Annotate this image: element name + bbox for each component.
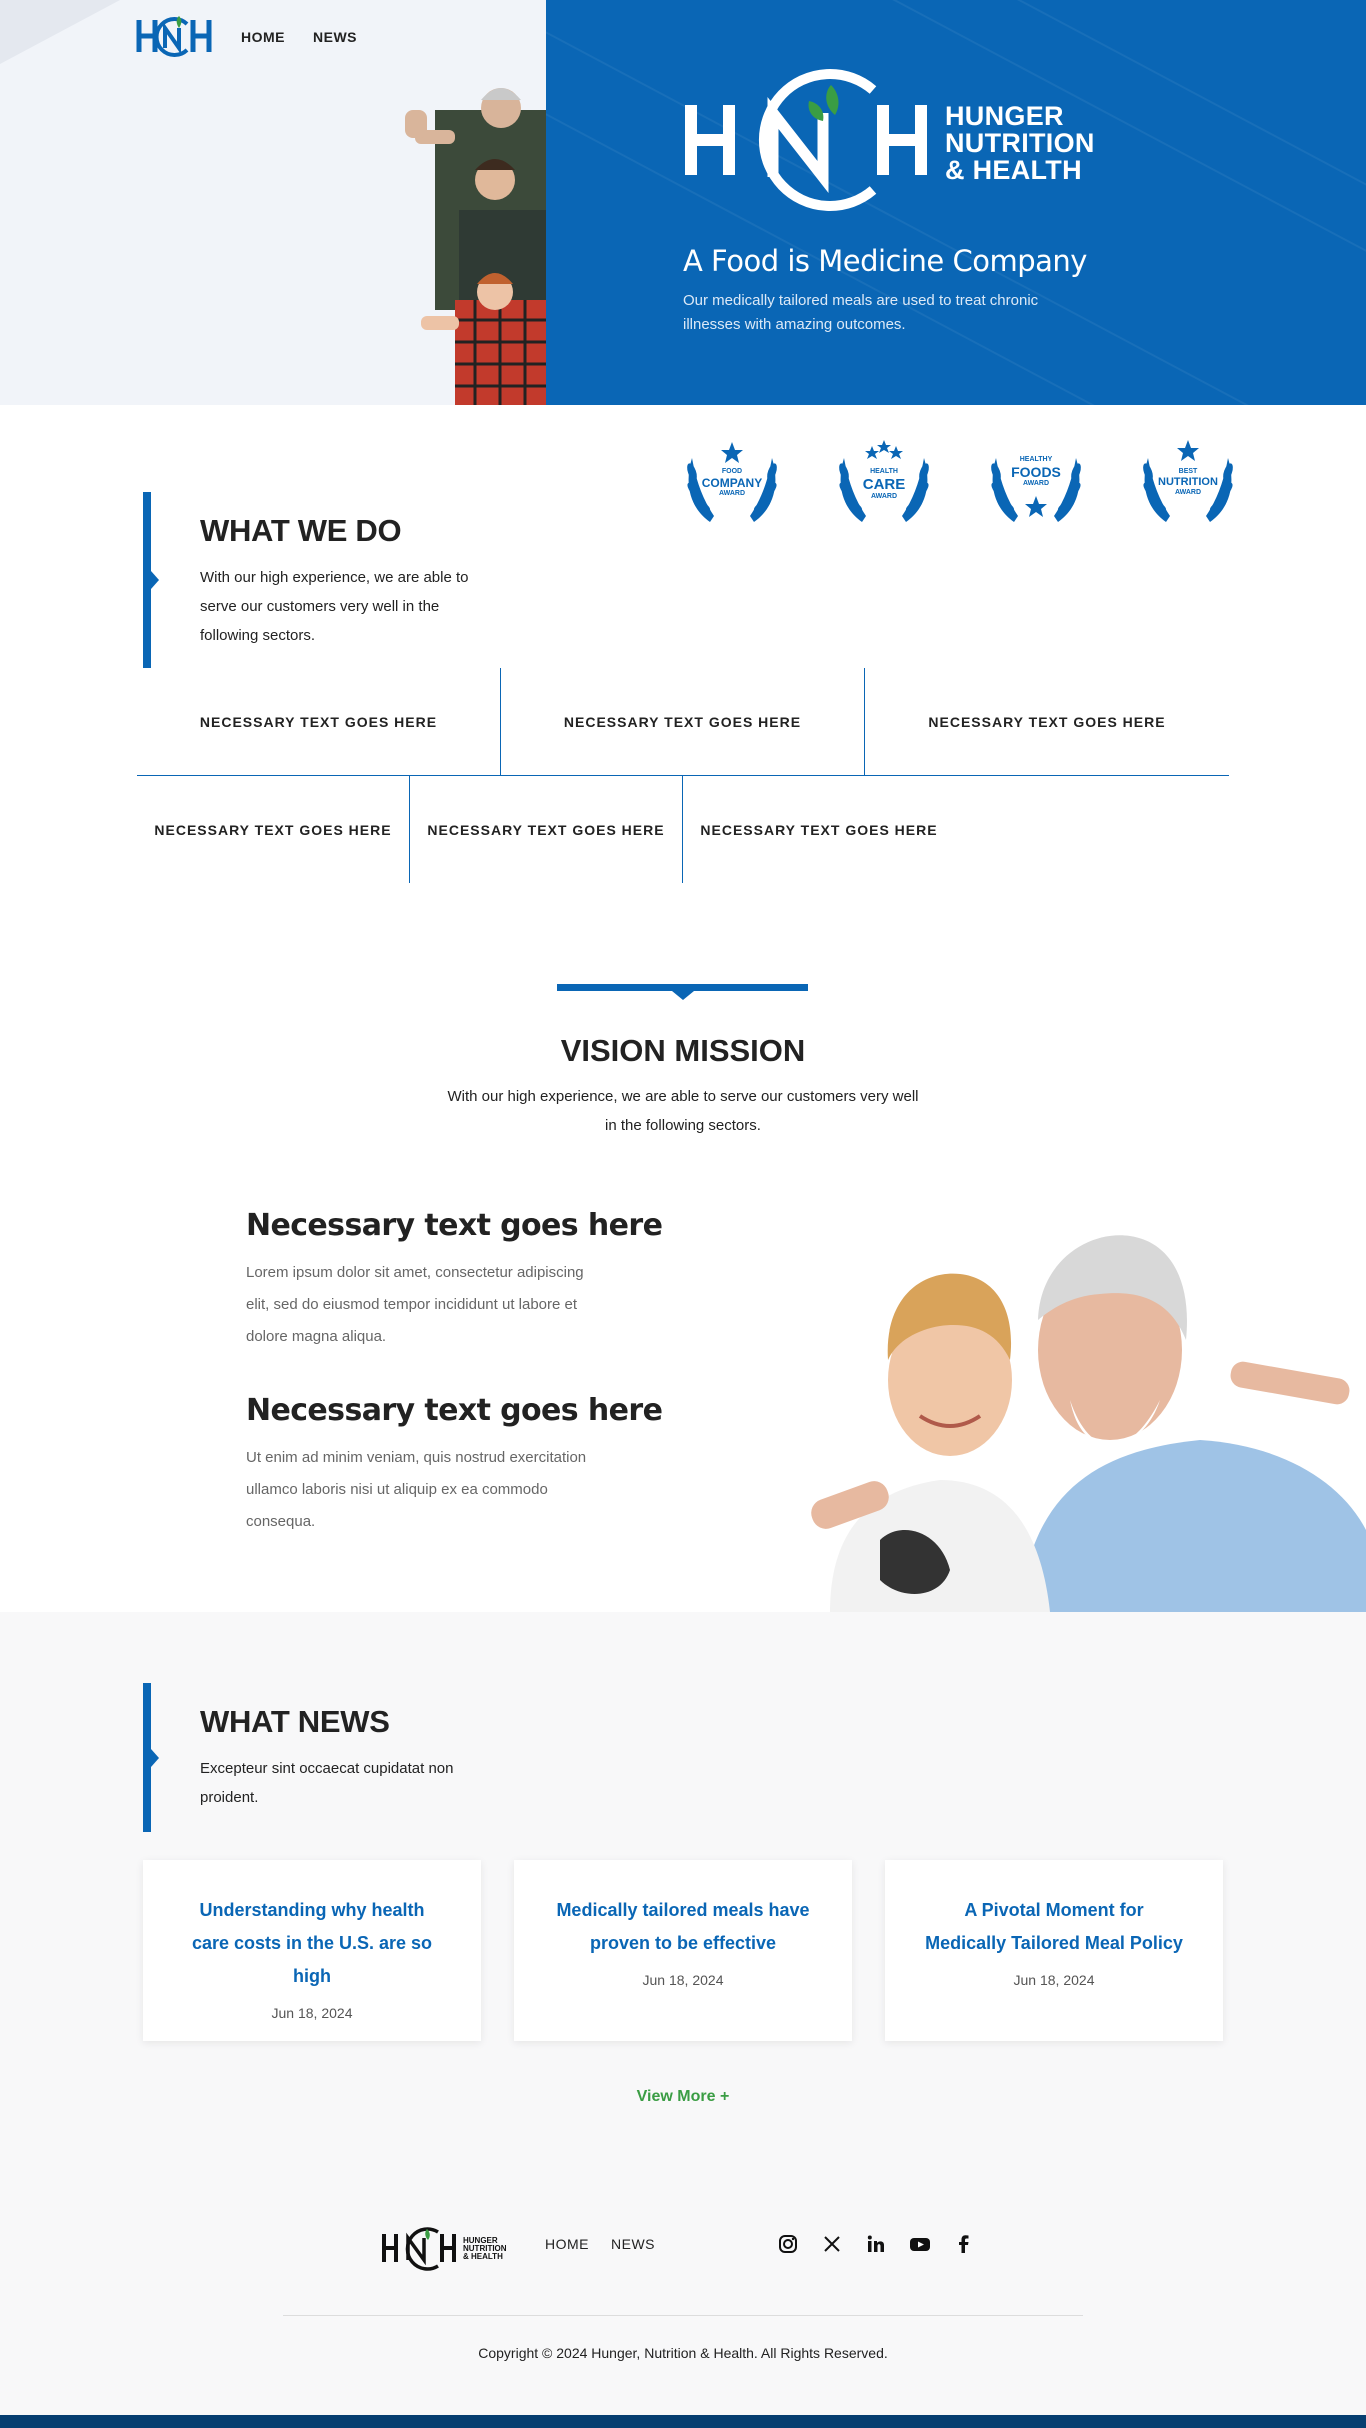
award-bottom-text: AWARD	[870, 493, 898, 500]
hero-family-photo	[395, 70, 546, 405]
footer-brand-line-2: NUTRITION	[463, 2244, 507, 2253]
hero-section	[0, 0, 1366, 405]
mission-block-body: Ut enim ad minim veniam, quis nostrud exercitation ullamco laboris nisi ut aliquip ex ea commodo consequa.	[246, 1449, 587, 1530]
vision-block-body: Lorem ipsum dolor sit amet, consectetur adipiscing elit, sed do eiusmod tempor incididunt ut labore et dolore magna aliqua.	[246, 1264, 584, 1345]
mission-block-heading: Necessary text goes here	[246, 1393, 663, 1428]
news-card-title[interactable]: Medically tailored meals have proven to be effective	[556, 1900, 810, 1953]
facebook-icon[interactable]	[952, 2232, 976, 2256]
footer-logo[interactable]	[380, 2222, 520, 2274]
footer-brand-line-3: & HEALTH	[463, 2252, 503, 2261]
sector-item: NECESSARY TEXT GOES HERE	[928, 713, 1166, 730]
award-main-text: COMPANY	[701, 476, 763, 490]
award-main-text: CARE	[862, 476, 906, 493]
news-card-date: Jun 18, 2024	[642, 1972, 724, 1988]
news-title: WHAT NEWS	[200, 1704, 390, 1739]
what-we-do-description: With our high experience, we are able to serve our customers very well in the following sectors.	[200, 569, 469, 644]
social-links	[776, 2232, 976, 2256]
nav-home-link[interactable]: HOME	[241, 29, 285, 45]
sector-item: NECESSARY TEXT GOES HERE	[427, 821, 665, 838]
vision-mission-description: With our high experience, we are able to serve our customers very well in the following sectors.	[447, 1088, 919, 1134]
brand-line-3: & HEALTH	[945, 155, 1082, 185]
linkedin-icon[interactable]	[864, 2232, 888, 2256]
award-bottom-text: AWARD	[1022, 480, 1050, 487]
section-accent-bar	[143, 492, 151, 668]
news-card-title[interactable]: Understanding why health care costs in the U.S. are so high	[191, 1900, 433, 1986]
hero-brand-text	[945, 103, 1095, 184]
youtube-icon[interactable]	[908, 2232, 932, 2256]
award-top-text: BEST	[1178, 468, 1198, 475]
award-badge	[1136, 428, 1240, 532]
sector-item: NECESSARY TEXT GOES HERE	[199, 713, 438, 730]
nav-news-link[interactable]: NEWS	[313, 29, 357, 45]
award-badge	[680, 428, 784, 532]
brand-line-2: NUTRITION	[945, 128, 1095, 158]
hero-description: Our medically tailored meals are used to treat chronic illnesses with amazing outcomes.	[683, 292, 1039, 333]
award-bottom-text: AWARD	[1174, 489, 1202, 496]
news-card-title[interactable]: A Pivotal Moment for Medically Tailored Meal Policy	[925, 1900, 1183, 1953]
award-badge	[832, 428, 936, 532]
grandfather-grandson-photo	[800, 1230, 1366, 1612]
hero-tagline: A Food is Medicine Company	[683, 244, 1087, 278]
award-main-text: FOODS	[1011, 464, 1061, 480]
x-icon[interactable]	[820, 2232, 844, 2256]
hnh-logo-mark	[683, 65, 933, 215]
footer-home-link[interactable]: HOME	[545, 2236, 589, 2252]
news-card-date: Jun 18, 2024	[271, 2005, 353, 2021]
copyright-text: Copyright © 2024 Hunger, Nutrition & Health. All Rights Reserved.	[478, 2345, 888, 2361]
awards-row	[680, 428, 1240, 532]
footer-brand-line-1: HUNGER	[463, 2236, 498, 2245]
section-accent-bar	[143, 1683, 151, 1832]
news-card[interactable]	[885, 1860, 1223, 2041]
bottom-color-bar	[0, 2415, 1366, 2428]
news-card-date: Jun 18, 2024	[1013, 1972, 1095, 1988]
footer-brand-text	[463, 2237, 507, 2261]
footer-divider	[283, 2315, 1083, 2316]
what-we-do-title: WHAT WE DO	[200, 513, 402, 548]
vision-block-heading: Necessary text goes here	[246, 1208, 663, 1243]
vision-mission-accent-bar	[557, 984, 808, 991]
award-top-text: FOOD	[721, 468, 743, 475]
sector-item: NECESSARY TEXT GOES HERE	[563, 713, 802, 730]
award-bottom-text: AWARD	[718, 490, 746, 497]
brand-line-1: HUNGER	[945, 101, 1064, 131]
award-main-text: NUTRITION	[1158, 476, 1218, 488]
instagram-icon[interactable]	[776, 2232, 800, 2256]
hero-brand-logo	[683, 65, 1123, 215]
footer-logo-mark	[380, 2222, 460, 2274]
news-description: Excepteur sint occaecat cupidatat non proident.	[200, 1760, 454, 1806]
sector-item: NECESSARY TEXT GOES HERE	[154, 821, 392, 838]
footer-news-link[interactable]: NEWS	[611, 2236, 655, 2252]
award-top-text: HEALTH	[870, 468, 898, 475]
news-card[interactable]	[514, 1860, 852, 2041]
main-nav	[135, 18, 357, 56]
news-card[interactable]	[143, 1860, 481, 2041]
view-more-link[interactable]: View More +	[636, 2088, 730, 2105]
hero-corner-decoration	[0, 0, 120, 64]
footer-nav	[545, 2236, 655, 2252]
vision-mission-title: VISION MISSION	[560, 1033, 806, 1068]
sector-item: NECESSARY TEXT GOES HERE	[700, 821, 938, 838]
award-top-text: HEALTHY	[1019, 456, 1053, 463]
award-badge	[984, 428, 1088, 532]
